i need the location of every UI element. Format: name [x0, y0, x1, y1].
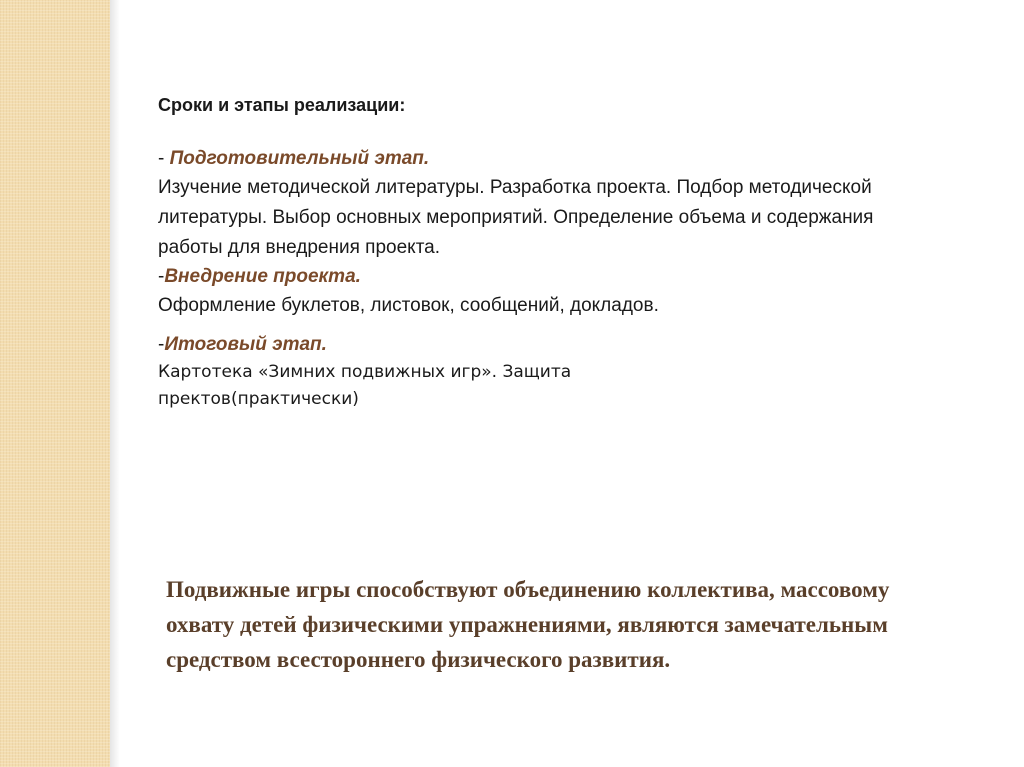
stage-1-title	[158, 145, 918, 173]
slide-content	[158, 93, 918, 413]
stage-3-text: Картотека «Зимних подвижных игр». Защита пректов(практически)	[158, 362, 572, 409]
stage-3-dash: -	[158, 334, 165, 355]
stage-1-dash: -	[158, 148, 170, 169]
stage-2-dash: -	[158, 266, 165, 287]
stage-1-text: Изучение методической литературы. Разработка проекта. Подбор методической литературы. Выбор основных мероприятий. Определение объема и содержания работы для внедрения проекта.	[158, 177, 874, 258]
stage-2-text: Оформление буклетов, листовок, сообщений, докладов.	[158, 295, 659, 316]
stage-3-name: Итоговый этап.	[164, 334, 327, 355]
stage-1-name: Подготовительный этап.	[169, 148, 430, 169]
side-band-shadow	[110, 0, 120, 767]
stage-3-title	[158, 331, 918, 359]
stage-2-title	[158, 263, 918, 291]
slide-heading: Сроки и этапы реализации:	[158, 95, 406, 115]
stage-2-name: Внедрение проекта.	[164, 266, 361, 287]
summary-quote: Подвижные игры способствуют объединению коллектива, массовому охвату детей физическими упражнениями, являются замечательным средством всестороннего физического развития.	[166, 577, 890, 672]
spacer	[158, 117, 918, 145]
decorative-side-band	[0, 0, 110, 767]
